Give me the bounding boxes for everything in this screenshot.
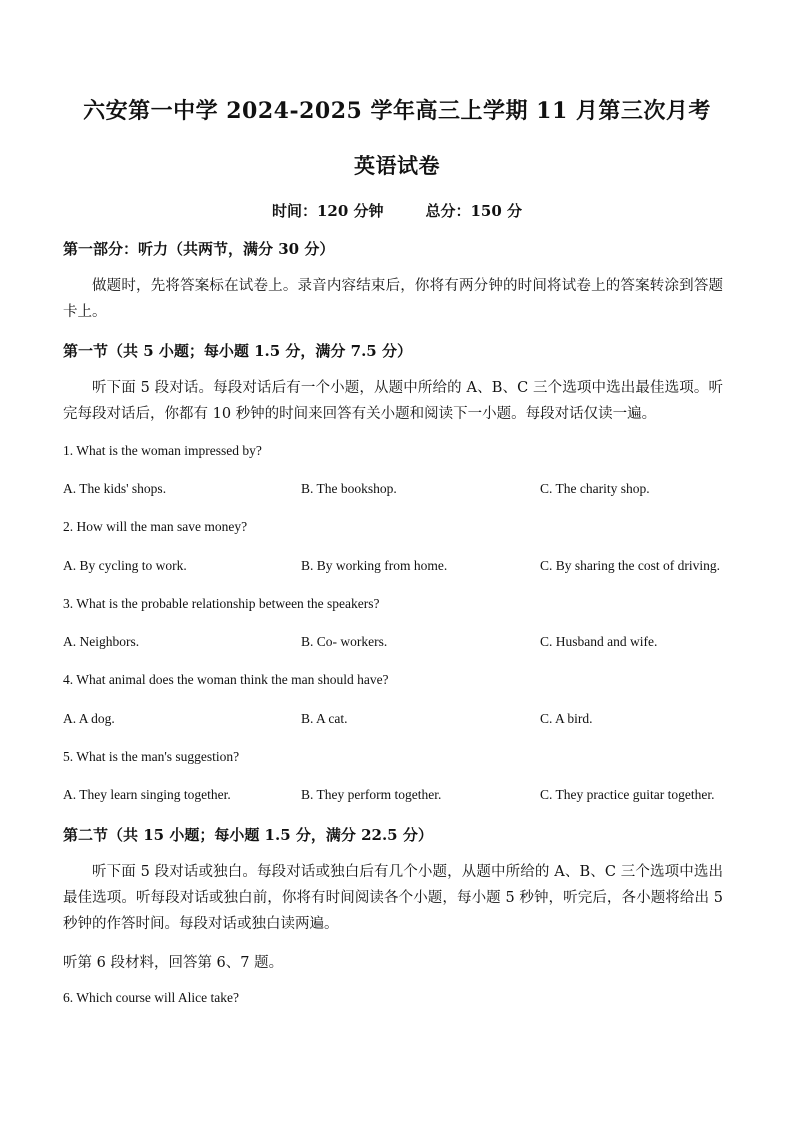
exam-time: 时间：120 分钟 bbox=[271, 202, 384, 220]
material-note: 听第 6 段材料，回答第 6、7 题。 bbox=[63, 955, 284, 971]
q3-option-c: C. Husband and wife. bbox=[540, 634, 658, 649]
q3-option-b: B. Co- workers. bbox=[301, 634, 388, 649]
q3-option-a: A. Neighbors. bbox=[63, 634, 140, 649]
section2-instructions: 听下面 5 段对话或独白。每段对话或独白后有几个小题，从题中所给的 A、B、C 三个选项中选出最佳选项。听每段对话或独白前，你将有时间阅读各个小题，每小题 5 秒钟，听完后，各小题将给出 5 秒钟的作答时间。每段对话或独白读两遍。 bbox=[63, 864, 723, 932]
q5-option-c: C. They practice guitar together. bbox=[540, 787, 715, 802]
section1-heading: 第一节（共 5 小题；每小题 1.5 分，满分 7.5 分） bbox=[63, 342, 412, 360]
question-5: 5. What is the man's suggestion? bbox=[63, 749, 240, 764]
exam-subtitle: 英语试卷 bbox=[354, 153, 440, 178]
question-4: 4. What animal does the woman think the man should have? bbox=[63, 672, 389, 687]
q4-option-c: C. A bird. bbox=[540, 711, 593, 726]
q4-option-b: B. A cat. bbox=[301, 711, 348, 726]
section1-instructions: 听下面 5 段对话。每段对话后有一个小题，从题中所给的 A、B、C 三个选项中选出最佳选项。听完每段对话后，你都有 10 秒钟的时间来回答有关小题和阅读下一小题。每段对话仅读一遍。 bbox=[63, 380, 723, 422]
question-6: 6. Which course will Alice take? bbox=[63, 990, 239, 1005]
section2-heading: 第二节（共 15 小题；每小题 1.5 分，满分 22.5 分） bbox=[63, 826, 433, 844]
q2-option-c: C. By sharing the cost of driving. bbox=[540, 558, 720, 573]
q1-option-c: C. The charity shop. bbox=[540, 481, 650, 496]
time-score-info bbox=[0, 200, 794, 221]
exam-total-score: 总分：150 分 bbox=[425, 202, 523, 220]
part1-instructions: 做题时，先将答案标在试卷上。录音内容结束后，你将有两分钟的时间将试卷上的答案转涂到答题卡上。 bbox=[63, 278, 723, 320]
q4-option-a: A. A dog. bbox=[63, 711, 115, 726]
q1-option-a: A. The kids' shops. bbox=[63, 481, 167, 496]
question-1: 1. What is the woman impressed by? bbox=[63, 443, 262, 458]
part1-heading: 第一部分：听力（共两节，满分 30 分） bbox=[63, 240, 335, 258]
question-3: 3. What is the probable relationship between the speakers? bbox=[63, 596, 380, 611]
q2-option-a: A. By cycling to work. bbox=[63, 558, 187, 573]
exam-title: 六安第一中学 2024-2025 学年高三上学期 11 月第三次月考 bbox=[83, 98, 711, 124]
question-2: 2. How will the man save money? bbox=[63, 519, 248, 534]
q1-option-b: B. The bookshop. bbox=[301, 481, 397, 496]
q5-option-b: B. They perform together. bbox=[301, 787, 442, 802]
q2-option-b: B. By working from home. bbox=[301, 558, 448, 573]
q5-option-a: A. They learn singing together. bbox=[63, 787, 231, 802]
